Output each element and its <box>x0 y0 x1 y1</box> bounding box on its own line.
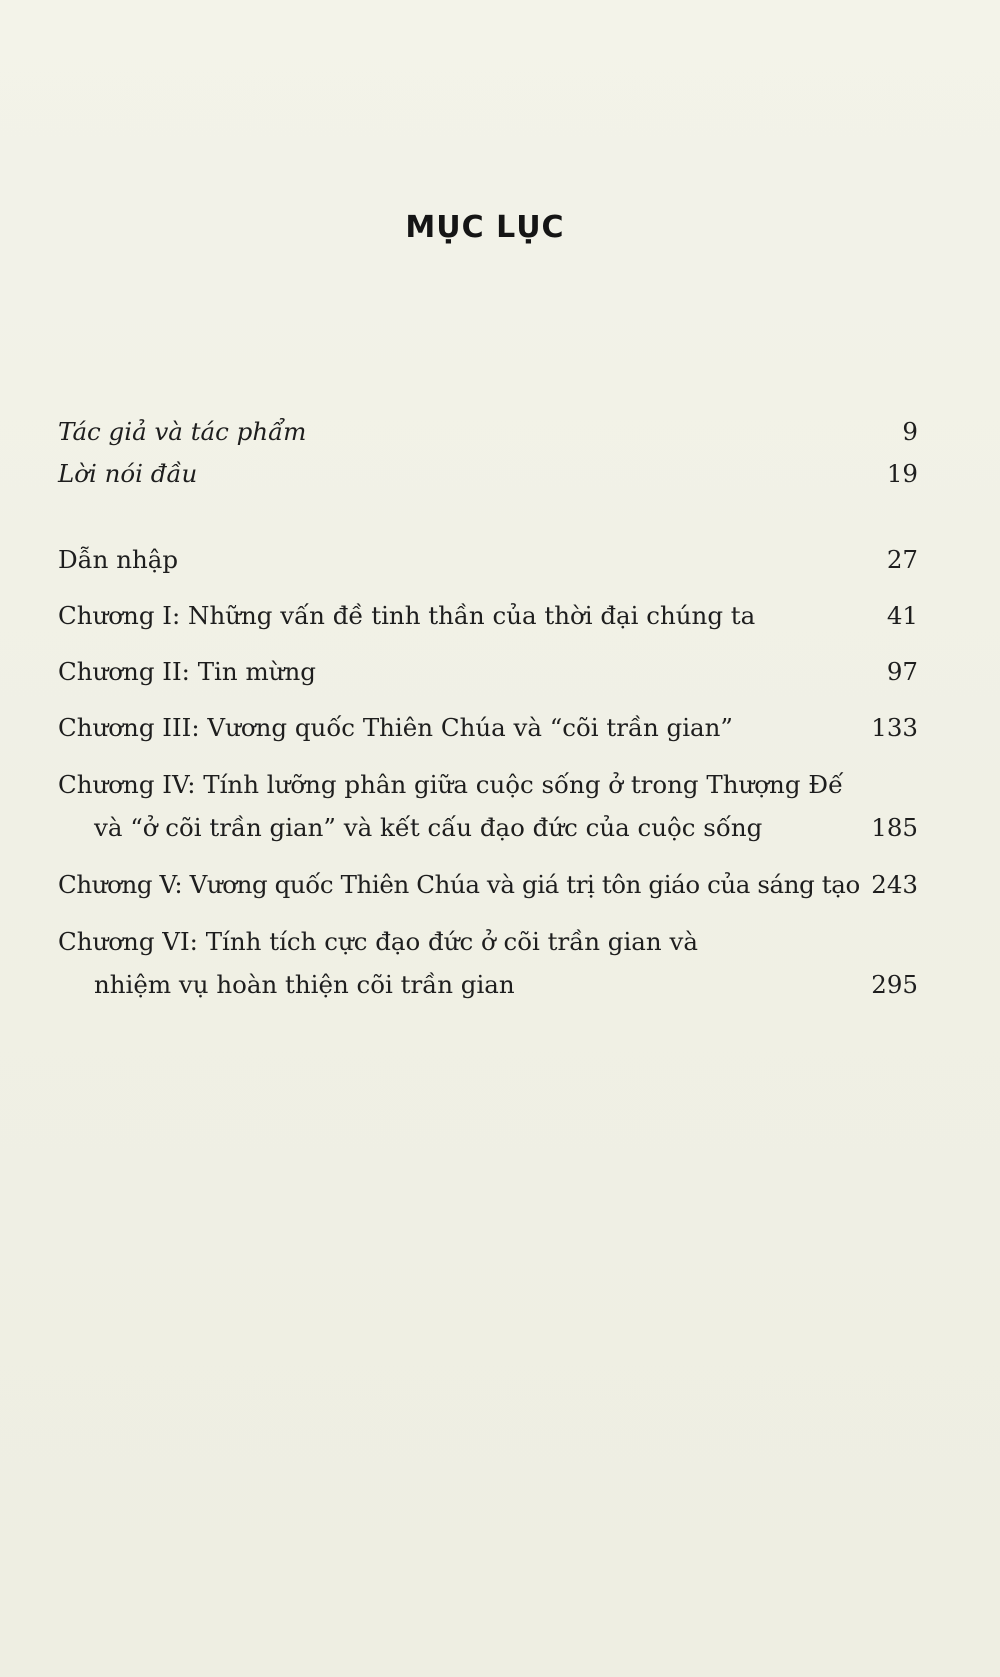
toc-entry-label: Tác giả và tác phẩm <box>58 417 307 446</box>
toc-entry-label: Lời nói đầu <box>58 459 198 488</box>
toc-entry-page: 9 <box>902 417 918 446</box>
toc-entry-page: 133 <box>871 713 918 742</box>
toc-entry-chapter-3 <box>58 706 918 749</box>
toc-entry-page: 185 <box>871 813 918 842</box>
toc-entry-label: Chương II: Tin mừng <box>58 657 316 686</box>
toc-entry-chapter-1 <box>58 594 918 637</box>
toc-entry-label-line2: nhiệm vụ hoàn thiện cõi trần gian <box>94 970 515 999</box>
toc-entry-label-line1: Chương VI: Tính tích cực đạo đức ở cõi trần gian và <box>58 927 698 956</box>
toc-entry-label: Chương V: Vương quốc Thiên Chúa và giá trị tôn giáo của sáng tạo <box>58 870 860 899</box>
toc-entry-preface <box>58 452 918 495</box>
toc-entry-label-line1: Chương IV: Tính lưỡng phân giữa cuộc sống ở trong Thượng Đế <box>58 770 844 799</box>
toc-entry-page: 41 <box>886 601 918 630</box>
page-title: MỤC LỤC <box>405 210 565 245</box>
toc-entry-label: Dẫn nhập <box>58 545 179 574</box>
toc-entry-label: Chương I: Những vấn đề tinh thần của thời đại chúng ta <box>58 601 756 630</box>
toc-entry-label: Chương III: Vương quốc Thiên Chúa và “cõi trần gian” <box>58 713 733 742</box>
toc-entry-author-and-work <box>58 410 918 453</box>
toc-entry-label-line2: và “ở cõi trần gian” và kết cấu đạo đức của cuộc sống <box>94 813 763 842</box>
toc-entry-page: 27 <box>886 545 918 574</box>
toc-entry-page: 295 <box>871 970 918 999</box>
toc-entry-chapter-5 <box>58 863 918 906</box>
toc-entry-page: 97 <box>886 657 918 686</box>
toc-entry-chapter-2 <box>58 650 918 693</box>
toc-entry-page: 243 <box>871 870 918 899</box>
toc-entry-introduction <box>58 538 918 581</box>
toc-entry-chapter-6 <box>58 920 918 1006</box>
toc-entry-chapter-4 <box>58 763 918 849</box>
toc-entry-page: 19 <box>886 459 918 488</box>
